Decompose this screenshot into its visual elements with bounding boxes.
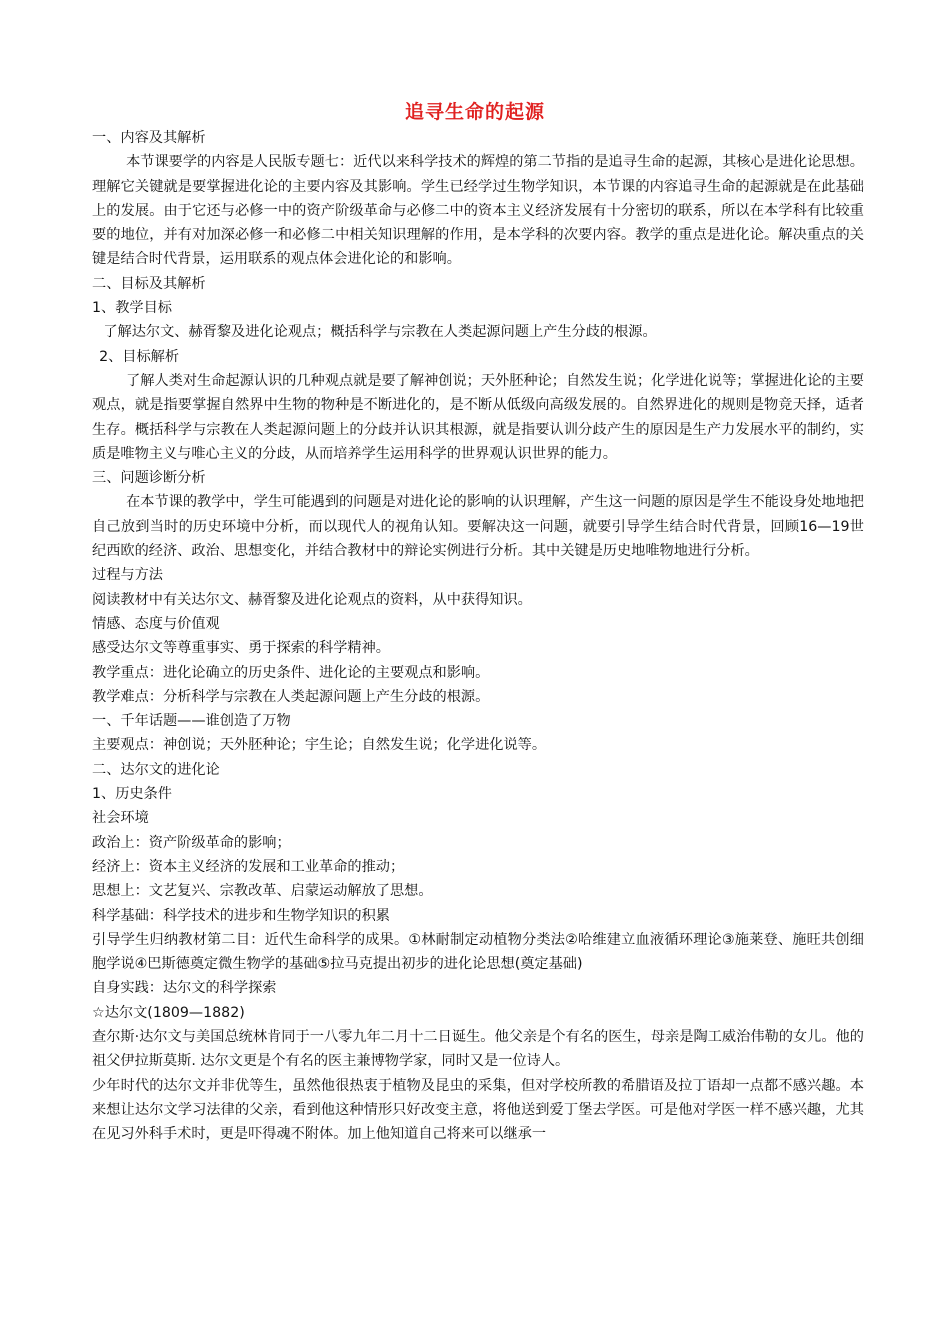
body-line: 科学基础：科学技术的进步和生物学知识的积累 [92,907,390,924]
subsection-heading: 2、目标解析 [99,348,180,365]
body-line: 教学重点：进化论确立的历史条件、进化论的主要观点和影响。 [92,664,490,681]
section-heading: 一、内容及其解析 [92,130,206,146]
body-line: 经济上：资本主义经济的发展和工业革命的推动； [92,858,405,875]
body-line: 阅读教材中有关达尔文、赫胥黎及进化论观点的资料，从中获得知识。 [92,591,532,608]
section-heading: 一、千年话题——谁创造了万物 [92,713,291,730]
body-line: 教学难点：分析科学与宗教在人类起源问题上产生分歧的根源。 [92,688,490,705]
body-paragraph: 少年时代的达尔文并非优等生，虽然他很热衷于植物及昆虫的采集，但对学校所教的希腊语及拉丁语却一点都不感兴趣。本来想让达尔文学习法律的父亲，看到他这种情形只好改变主意，将他送到爱丁堡去学医。可是他对学医一样不感兴趣，尤其在见习外科手术时，更是吓得魂不附体。加上他知道自己将来可以继承一 [92,1077,864,1143]
body-paragraph: 在本节课的教学中，学生可能遇到的问题是对进化论的影响的认识理解，产生这一问题的原因是学生不能设身处地地把自己放到当时的历史环境中分析，而以现代人的视角认知。要解决这一问题，就要引导学生结合时代背景，回顾16—19世纪西欧的经济、政治、思想变化，并结合教材中的辩论实例进行分析。其中关键是历史地唯物地进行分析。 [92,494,864,560]
body-line: 主要观点：神创说；天外胚种论；宇生论；自然发生说；化学进化说等。 [92,737,547,754]
body-paragraph: 本节课要学的内容是人民版专题七：近代以来科学技术的辉煌的第二节指的是追寻生命的起源，其核心是进化论思想。理解它关键就是要掌握进化论的主要内容及其影响。学生已经学过生物学知识，本节课的内容追寻生命的起源就是在此基础上的发展。由于它还与必修一中的资产阶级革命与必修二中的资本主义经济发展有十分密切的联系，所以在本学科有比较重要的地位，并有对加深必修一和必修二中相关知识理解的作用，是本学科的次要内容。教学的重点是进化论。解决重点的关键是结合时代背景，运用联系的观点体会进化论的和影响。 [92,154,864,268]
body-line: 思想上：文艺复兴、宗教改革、启蒙运动解放了思想。 [92,883,433,900]
body-paragraph: 了解人类对生命起源认识的几种观点就是要了解神创说；天外胚种论；自然发生说；化学进化说等；掌握进化论的主要观点，就是指要掌握自然界中生物的物种是不断进化的，是不断从低级向高级发展的。自然界进化的规则是物竞天择，适者生存。概括科学与宗教在人类起源问题上的分歧并认识其根源，就是指要认训分歧产生的原因是生产力发展水平的制约，实质是唯物主义与唯心主义的分歧，从而培养学生运用科学的世界观认识世界的能力。 [92,372,864,462]
section-heading: 二、达尔文的进化论 [92,761,220,778]
body-line: 社会环境 [92,810,149,827]
document-body [92,126,864,1146]
body-line: 政治上：资产阶级革命的影响； [92,834,291,851]
subsection-heading: 1、历史条件 [92,786,172,803]
body-line: 感受达尔文等尊重事实、勇于探索的科学精神。 [92,640,390,657]
section-heading: 二、目标及其解析 [92,275,206,292]
section-heading: 三、问题诊断分析 [92,470,206,487]
subsection-heading: 1、教学目标 [92,300,172,317]
subsection-heading: 过程与方法 [92,567,163,584]
body-paragraph: 引导学生归纳教材第二目：近代生命科学的成果。①林耐制定动植物分类法②哈维建立血液循环理论③施莱登、施旺共创细胞学说④巴斯德奠定微生物学的基础⑤拉马克提出初步的进化论思想(奠定基础) [92,931,864,973]
body-paragraph: 了解达尔文、赫胥黎及进化论观点；概括科学与宗教在人类起源问题上产生分歧的根源。 [103,324,657,341]
body-line: ☆达尔文(1809—1882) [92,1004,245,1021]
subsection-heading: 情感、态度与价值观 [92,615,220,632]
body-paragraph: 查尔斯·达尔文与美国总统林肯同于一八零九年二月十二日诞生。他父亲是个有名的医生，母亲是陶工威治伟勒的女儿。他的祖父伊拉斯莫斯. 达尔文更是个有名的医主兼博物学家，同时又是一位诗人。 [92,1028,864,1070]
page-title: 追寻生命的起源 [404,101,545,123]
body-line: 自身实践：达尔文的科学探索 [92,980,277,997]
